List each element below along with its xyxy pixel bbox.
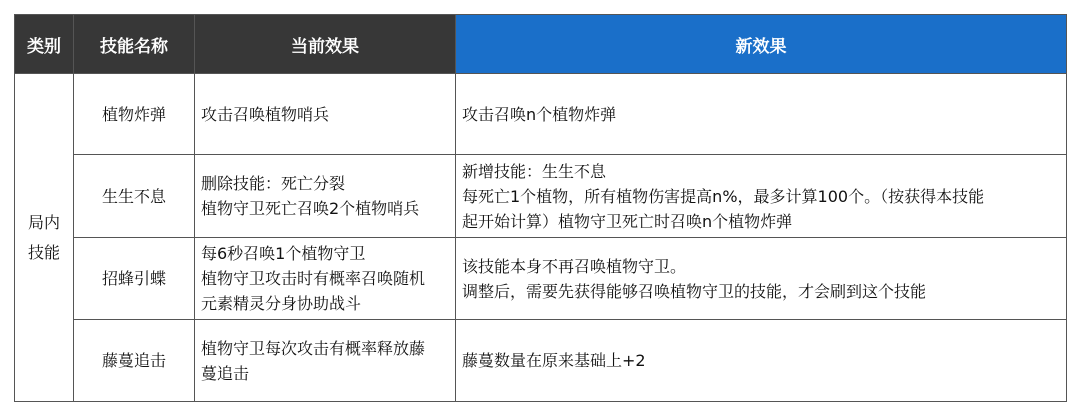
header-current-effect: 当前效果 (195, 15, 456, 74)
effect-line: 植物守卫死亡召唤2个植物哨兵 (201, 199, 420, 218)
header-skill-name: 技能名称 (74, 15, 195, 74)
effect-line: 蔓追击 (201, 363, 250, 383)
skill-name-cell: 植物炸弹 (74, 74, 195, 155)
effect-line: 攻击召唤n个植物炸弹 (462, 104, 617, 124)
effect-line: 新增技能：生生不息 (462, 161, 607, 181)
effect-line: 植物守卫每次攻击有概率释放藤 (201, 338, 426, 358)
current-effect-cell (195, 74, 456, 155)
effect-line: 藤蔓数量在原来基础上+2 (462, 351, 646, 370)
effect-line: 调整后，需要先获得能够召唤植物守卫的技能，才会刷到这个技能 (462, 281, 927, 301)
new-effect-cell (456, 238, 1067, 320)
effect-line: 植物守卫攻击时有概率召唤随机 (201, 269, 426, 288)
effect-line: 删除技能：死亡分裂 (201, 174, 346, 193)
current-effect-cell (195, 238, 456, 320)
effect-line: 每死亡1个植物，所有植物伤害提高n%，最多计算100个。（按获得本技能 (462, 186, 985, 206)
category-line: 技能 (27, 242, 60, 262)
table-row (15, 320, 1067, 402)
effect-line: 起开始计算）植物守卫死亡时召唤n个植物炸弹 (462, 211, 793, 231)
table-header-row (15, 15, 1067, 74)
skill-name-cell: 藤蔓追击 (74, 320, 195, 402)
current-effect-cell (195, 320, 456, 402)
current-effect-cell (195, 155, 456, 238)
new-effect-cell (456, 155, 1067, 238)
new-effect-cell (456, 74, 1067, 155)
new-effect-cell (456, 320, 1067, 402)
effect-line: 该技能本身不再召唤植物守卫。 (462, 256, 687, 276)
table-row (15, 74, 1067, 155)
skill-name-cell: 生生不息 (74, 155, 195, 238)
header-category: 类别 (15, 15, 74, 74)
effect-line: 元素精灵分身协助战斗 (201, 294, 362, 313)
table-row (15, 238, 1067, 320)
skill-change-table (14, 14, 1067, 402)
table-row (15, 155, 1067, 238)
effect-line: 每6秒召唤1个植物守卫 (201, 244, 366, 263)
header-new-effect: 新效果 (456, 15, 1067, 74)
skill-name-cell: 招蜂引蝶 (74, 238, 195, 320)
category-cell (15, 74, 74, 402)
category-line: 局内 (27, 212, 60, 232)
effect-line: 攻击召唤植物哨兵 (201, 104, 330, 124)
